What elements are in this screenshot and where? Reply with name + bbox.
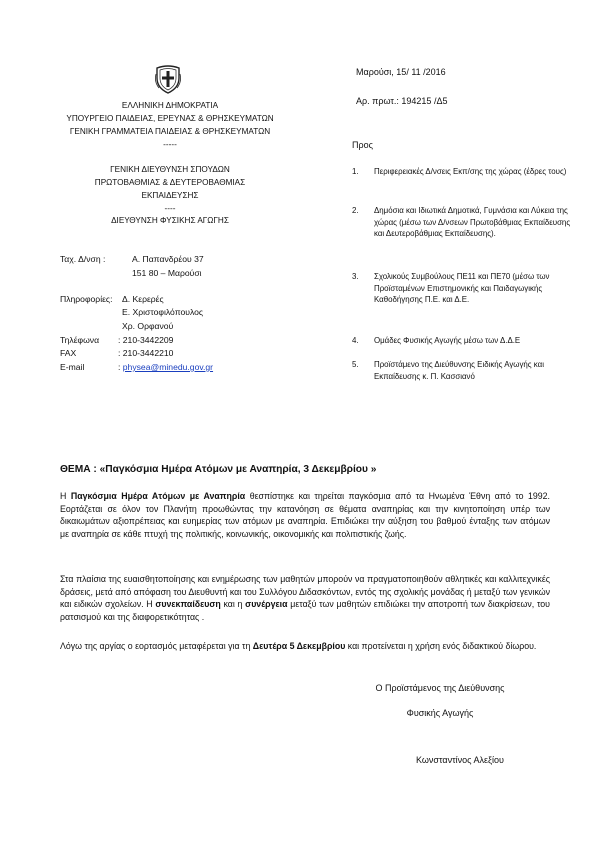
header-line: ΕΛΛΗΝΙΚΗ ΔΗΜΟΚΡΑΤΙΑ bbox=[121, 101, 219, 110]
list-item-text: Προϊστάμενο της Διεύθυνσης Ειδικής Αγωγής και Εκπαίδευσης κ. Π. Κασσιανό bbox=[374, 360, 544, 381]
header-subline: ΠΡΩΤΟΒΑΘΜΙΑΣ & ΔΕΥΤΕΡΟΒΑΘΜΙΑΣ bbox=[94, 178, 246, 187]
phone-value: : 210-3442209 bbox=[118, 335, 174, 345]
address-line: Α. Παπανδρέου 37 bbox=[132, 254, 204, 264]
address-label: Ταχ. Δ/νση : bbox=[60, 254, 106, 264]
list-item-number: 4. bbox=[352, 336, 359, 345]
signature-department: Φυσικής Αγωγής bbox=[406, 708, 474, 718]
text-run: και η bbox=[220, 599, 246, 610]
info-name: Ε. Χριστοφιλόπουλος bbox=[122, 307, 204, 317]
protocol-number: Αρ. πρωτ.: 194215 /Δ5 bbox=[356, 96, 448, 106]
list-item-number: 2. bbox=[352, 206, 359, 215]
place-date: Μαρούσι, 15/ 11 /2016 bbox=[356, 67, 446, 77]
email-label: E-mail bbox=[60, 362, 85, 372]
body-paragraph bbox=[60, 573, 550, 623]
header-subline: ΔΙΕΥΘΥΝΣΗ ΦΥΣΙΚΗΣ ΑΓΩΓΗΣ bbox=[111, 216, 229, 225]
header-line: ΥΠΟΥΡΓΕΙΟ ΠΑΙΔΕΙΑΣ, ΕΡΕΥΝΑΣ & ΘΡΗΣΚΕΥΜΑΤΩΝ bbox=[66, 114, 274, 123]
info-name: Χρ. Ορφανού bbox=[122, 321, 174, 331]
list-item-text: Περιφερειακές Δ/νσεις Εκπ/σης της χώρας (έδρες τους) bbox=[374, 167, 567, 176]
list-item-number: 5. bbox=[352, 360, 359, 369]
emphasis-text: συνέργεια bbox=[245, 599, 288, 610]
emphasis-text: συνεκπαίδευση bbox=[155, 599, 221, 610]
header-line: ΓΕΝΙΚΗ ΓΡΑΜΜΑΤΕΙΑ ΠΑΙΔΕΙΑΣ & ΘΡΗΣΚΕΥΜΑΤΩΝ bbox=[69, 127, 271, 136]
emphasis-text: Δευτέρα 5 Δεκεμβρίου bbox=[252, 641, 346, 651]
header-divider: ----- bbox=[163, 140, 177, 149]
email-link[interactable]: physea@minedu.gov.gr bbox=[122, 362, 214, 372]
list-item-number: 1. bbox=[352, 167, 359, 176]
text-run: μεταξύ των μαθητών επιδιώκει την αποτροπή των διακρίσεων, του ρατσισμού και της διαφορετικότητας . bbox=[60, 599, 550, 622]
info-name: Δ. Κερερές bbox=[122, 294, 164, 304]
header-divider: ---- bbox=[164, 204, 176, 213]
text-run: Η bbox=[60, 491, 71, 501]
emphasis-text: Παγκόσμια Ημέρα Ατόμων με Αναπηρία bbox=[70, 491, 246, 501]
body-paragraph bbox=[60, 640, 550, 653]
header-subline: ΓΕΝΙΚΗ ΔΙΕΥΘΥΝΣΗ ΣΠΟΥΔΩΝ bbox=[110, 165, 230, 174]
phone-label: Τηλέφωνα bbox=[60, 335, 100, 345]
subject-line: ΘΕΜΑ : «Παγκόσμια Ημέρα Ατόμων με Αναπηρία, 3 Δεκεμβρίου » bbox=[60, 464, 377, 475]
text-run: Λόγω της αργίας ο εορτασμός μεταφέρεται για τη bbox=[60, 641, 253, 651]
body-paragraph bbox=[60, 490, 550, 540]
signature-name: Κωνσταντίνος Αλεξίου bbox=[416, 755, 504, 765]
list-item-number: 3. bbox=[352, 272, 359, 281]
header-subline: ΕΚΠΑΙΔΕΥΣΗΣ bbox=[141, 191, 199, 200]
hellenic-republic-emblem bbox=[155, 64, 181, 94]
email-prefix: : bbox=[118, 362, 121, 372]
address-line: 151 80 – Μαρούσι bbox=[132, 268, 202, 278]
list-item-text: Ομάδες Φυσικής Αγωγής μέσω των Δ.Δ.Ε bbox=[374, 336, 521, 345]
text-run: Στα πλαίσια της ευαισθητοποίησης και ενημέρωσης των μαθητών μπορούν να πραγματοποιηθούν αθλητικές και καλλιτεχνικές δράσεις, μετά από απόφαση του Διευθυντή και του Συλλόγου Διδασκόντων, εντός της σχολικής μονάδας ή μεταξύ των γενικών και ειδικών σχολείων. Η bbox=[60, 574, 550, 610]
info-label: Πληροφορίες: bbox=[60, 294, 113, 304]
text-run: θεσπίστηκε και τηρείται παγκόσμια από τα Ηνωμένα Έθνη από το 1992. Εορτάζεται σε όλον τον Πλανήτη προωθώντας την κατανόηση σε θέματα αναπηρίας και την κινητοποίηση υπέρ των δικαιωμάτων αξιοπρέπειας και ευημερίας των ατόμων με αναπηρία. Επιδιώκει την αύξηση του βαθμού ένταξης των ατόμων με αναπηρία σε κάθε πτυχή της πολιτικής, κοινωνικής, οικονομικής και πολιτιστικής ζωής. bbox=[60, 491, 550, 539]
fax-label: FAX bbox=[60, 348, 77, 358]
fax-value: : 210-3442210 bbox=[118, 348, 174, 358]
recipients-title: Προς bbox=[352, 140, 373, 150]
text-run: και προτείνεται η χρήση ενός διδακτικού δίωρου. bbox=[345, 641, 537, 651]
signature-title: Ο Προϊστάμενος της Διεύθυνσης bbox=[375, 683, 505, 693]
list-item-text: Σχολικούς Συμβούλους ΠΕ11 και ΠΕ70 (μέσω των Προϊσταμένων Επιστημονικής και Παιδαγωγικής Καθοδήγησης Π.Ε. και Δ.Ε. bbox=[374, 272, 550, 305]
list-item-text: Δημόσια και Ιδιωτικά Δημοτικά, Γυμνάσια και Λύκεια της χώρας (μέσω των Δ/νσεων Πρωτοβάθμιας Εκπαίδευσης και Δευτεροβάθμιας Εκπαίδευσης). bbox=[374, 206, 571, 239]
